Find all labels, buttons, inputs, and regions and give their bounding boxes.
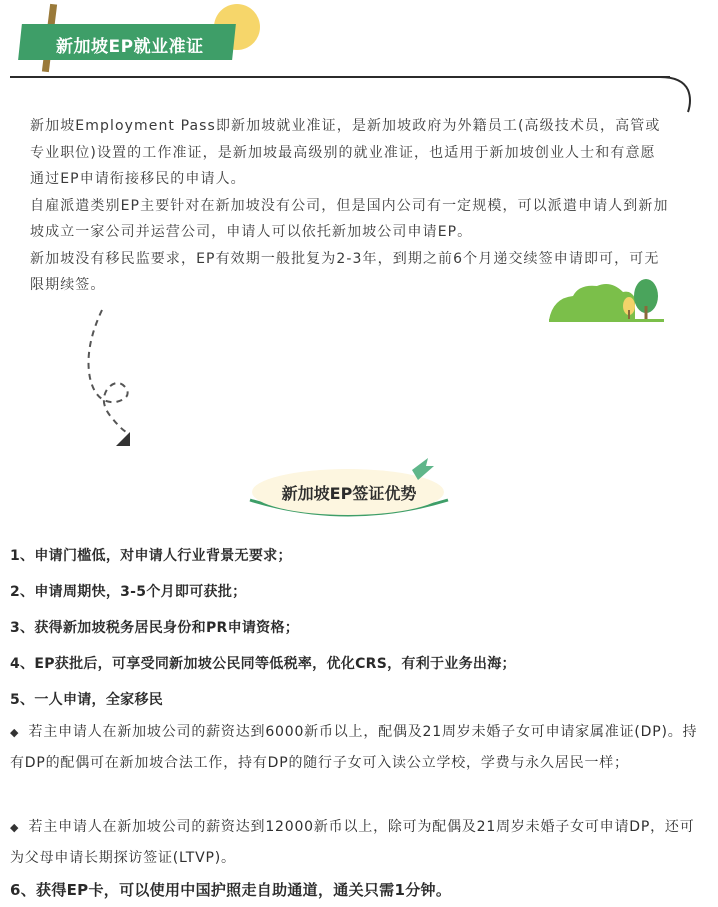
advantage-item-3: 3、获得新加坡税务居民身份和PR申请资格； [10, 620, 300, 636]
diamond-bullet-icon: ◆ [10, 726, 20, 739]
section-title: 新加坡EP签证优势 [281, 484, 417, 503]
dashed-arrow-decoration [82, 308, 152, 448]
detail-bullet-text: 若主申请人在新加坡公司的薪资达到12000新币以上，除可为配偶及21周岁未婚子女可申请DP，还可为父母申请长期探访签证(LTVP)。 [10, 819, 695, 866]
detail-bullet-1 [10, 717, 700, 778]
intro-paragraph-1: 新加坡Employment Pass即新加坡就业准证，是新加坡政府为外籍员工(高级技术员，高管或专业职位)设置的工作准证，是新加坡最高级别的就业准证，也适用于新加坡创业人士和有意愿通过EP申请衔接移民的申请人。 [30, 118, 661, 187]
intro-paragraph-2: 自雇派遣类别EP主要针对在新加坡没有公司，但是国内公司有一定规模，可以派遣申请人到新加坡成立一家公司并运营公司，申请人可以依托新加坡公司申请EP。 [30, 197, 669, 240]
detail-bullet-text: 若主申请人在新加坡公司的薪资达到6000新币以上，配偶及21周岁未婚子女可申请家属准证(DP)。持有DP的配偶可在新加坡合法工作，持有DP的随行子女可入读公立学校，学费与永久居民一样； [10, 724, 698, 771]
header-divider [10, 76, 670, 78]
page-title: 新加坡EP就业准证 [56, 37, 204, 57]
detail-bullet-2 [10, 812, 700, 873]
advantage-item-5: 5、一人申请，全家移民 [10, 692, 164, 708]
advantage-item-1: 1、申请门槛低，对申请人行业背景无要求； [10, 548, 292, 564]
advantage-item-2: 2、申请周期快，3-5个月即可获批； [10, 584, 247, 600]
intro-paragraph-3: 新加坡没有移民监要求，EP有效期一般批复为2-3年，到期之前6个月递交续签申请即可，可无限期续签。 [30, 250, 660, 293]
bushes-decoration [549, 276, 664, 324]
advantage-item-6: 6、获得EP卡，可以使用中国护照走自助通道，通关只需1分钟。 [10, 881, 452, 899]
diamond-bullet-icon: ◆ [10, 821, 20, 834]
advantage-item-4: 4、EP获批后，可享受同新加坡公民同等低税率，优化CRS，有利于业务出海； [10, 656, 516, 672]
header-divider-curl [660, 76, 700, 116]
intro-text [30, 113, 670, 299]
